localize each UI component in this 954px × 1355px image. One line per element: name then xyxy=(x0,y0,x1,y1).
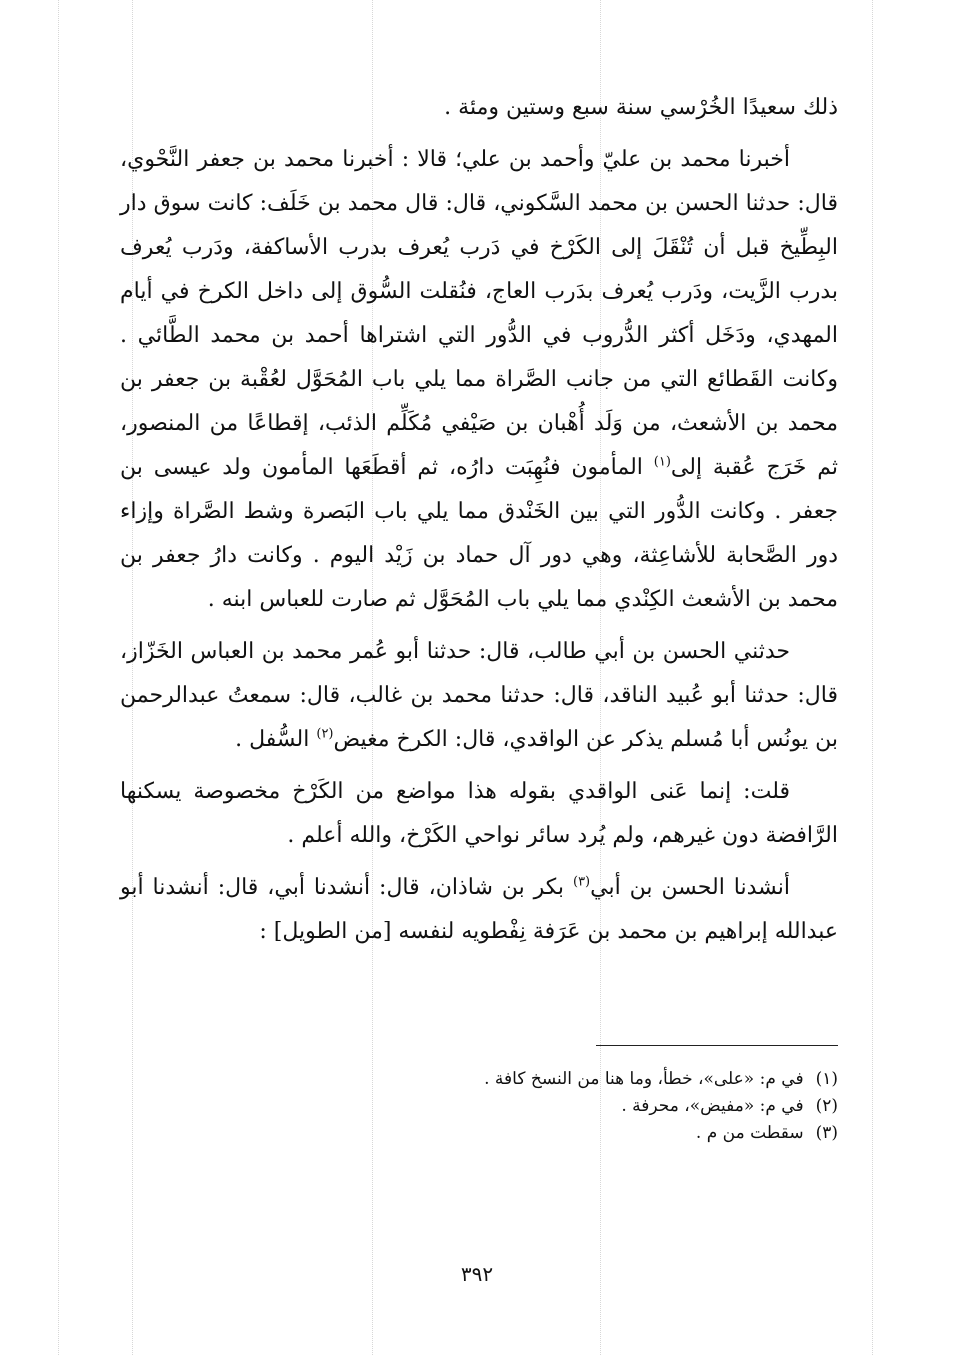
paragraph-text-continued: المأمون فنُهِبَت دارُه، ثم أقطَعَها المأمون ولد عيسى بن جعفر . وكانت الدُّور التي بين الخَنْدق مما يلي باب البَصرة وشط الصَّراة وإزاء دور الصَّحابة للأشاعِثة، وهي دور آل حماد بن زَيْد اليوم . وكانت دارُ جعفر بن محمد بن الأشعث الكِنْدي مما يلي باب المُحَوَّل ثم صارت للعباس ابنه . xyxy=(120,455,838,612)
paragraph-text: قلت: إنما عَنى الواقدي بقوله هذا مواضع من الكَرْخ مخصوصة يسكنها الرَّافضة دون غيرهم، ولم يُرد سائر نواحي الكَرْخ، والله أعلم . xyxy=(120,779,838,848)
footnote-2 xyxy=(120,1093,838,1120)
footnote-text: في م: «على»، خطأ، وما هنا من النسخ كافة . xyxy=(484,1069,804,1089)
paragraph-4 xyxy=(120,770,838,858)
scan-artifact-line xyxy=(872,0,873,1355)
footnote-text: في م: «مفيض»، محرفة . xyxy=(621,1096,804,1116)
paragraph-text-continued: السُّفل . xyxy=(235,727,317,752)
footnote-ref-3: (٣) xyxy=(572,874,591,890)
footnote-1 xyxy=(120,1066,838,1093)
paragraph-1 xyxy=(120,86,838,130)
paragraph-text-continued: بكر بن شاذان، قال: أنشدنا أبي، قال: أنشدنا أبو عبدالله إبراهيم بن محمد بن عَرَفة نِفْطويه لنفسه [من الطويل] : xyxy=(120,875,838,944)
footnote-number: (٢) xyxy=(815,1096,838,1116)
footnote-ref-1: (١) xyxy=(653,454,671,470)
paragraph-3 xyxy=(120,630,838,762)
paragraph-5 xyxy=(120,866,838,954)
paragraph-text: ذلك سعيدًا الخُرْسي سنة سبع وستين ومئة . xyxy=(444,95,838,120)
scan-artifact-line xyxy=(58,0,59,1355)
page-number: ٣٩٢ xyxy=(460,1262,494,1286)
footnote-number: (٣) xyxy=(815,1123,838,1143)
footnote-divider xyxy=(596,1045,838,1046)
footnotes xyxy=(120,1066,838,1147)
paragraph-2 xyxy=(120,138,838,622)
footnote-text: سقطت من م . xyxy=(695,1123,804,1143)
footnote-3 xyxy=(120,1120,838,1147)
main-text xyxy=(120,86,838,962)
paragraph-text: حدثني الحسن بن أبي طالب، قال: حدثنا أبو عُمر محمد بن العباس الخَزّاز، قال: حدثنا أبو عُبيد الناقد، قال: حدثنا محمد بن غالب، قال: سمعتُ عبدالرحمن بن يونُس أبا مُسلم يذكر عن الواقدي، قال: الكرخ مغيض xyxy=(120,639,838,752)
footnote-number: (١) xyxy=(815,1069,838,1089)
footnote-ref-2: (٢) xyxy=(316,726,334,742)
paragraph-text: أخبرنا محمد بن عليّ وأحمد بن علي؛ قالا : أخبرنا محمد بن جعفر النَّحْوي، قال: حدثنا الحسن بن محمد السَّكوني، قال: قال محمد بن خَلَف: كانت سوق دار البِطِّيخ قبل أن تُنْقَلَ إلى الكَرْخ في دَرب يُعرف بدرب الأساكفة، ودَرب يُعرف بدرب الزَّيت، ودَرب يُعرف بدَرب العاج، فنُقلت السُّوق إلى داخل الكرخ في أيام المهدي، ودَخَل أكثر الدُّروب في الدُّور التي اشتراها أحمد بن محمد الطَّائي . وكانت القَطائع التي من جانب الصَّراة مما يلي باب المُحَوَّل لعُقْبة بن جعفر بن محمد بن الأشعث، من وَلَد أُهْبان بن صَيْفي مُكَلِّم الذئب، إقطاعًا من المنصور، ثم خَرَج عُقبة إلى xyxy=(120,147,839,480)
paragraph-text: أنشدنا الحسن بن أبي xyxy=(590,875,790,900)
